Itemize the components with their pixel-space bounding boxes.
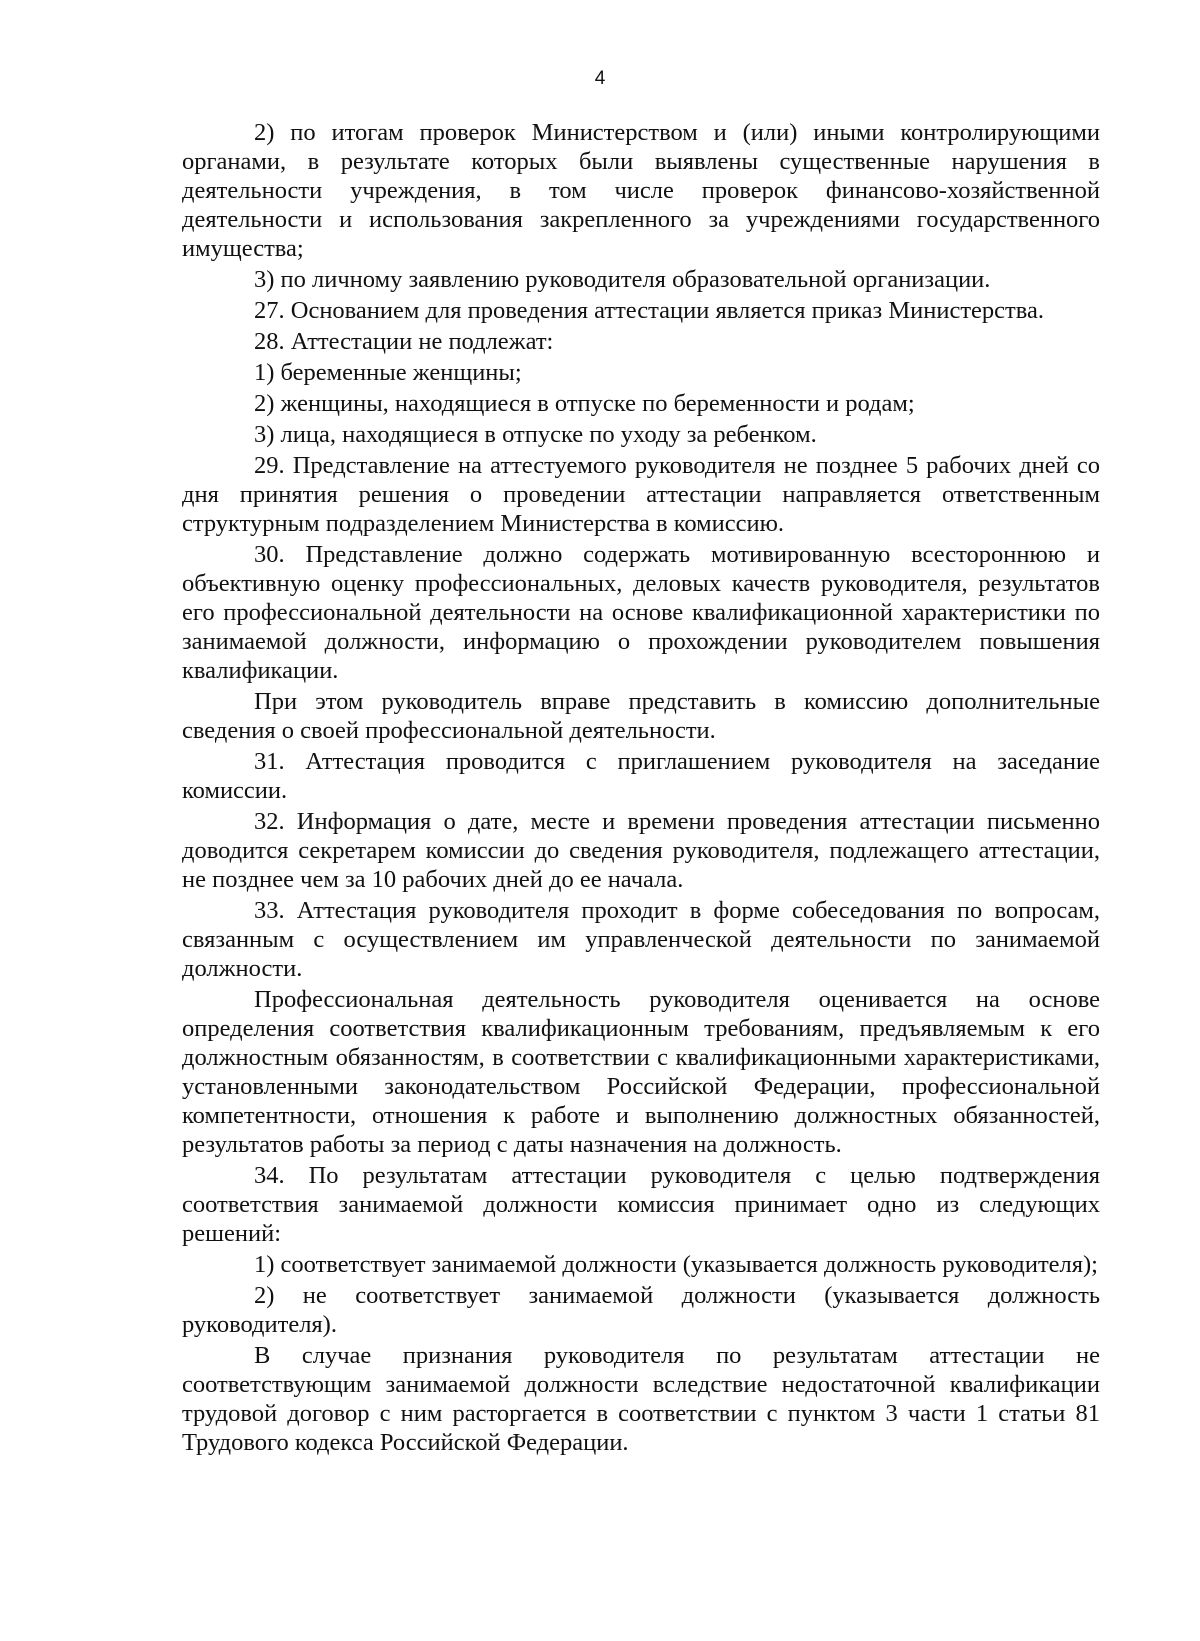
paragraph-27: 27. Основанием для проведения аттестации является приказ Министерства. (254, 297, 1044, 324)
paragraph-item-2: 2) по итогам проверок Министерством и (или) иными контролирующими органами, в результате которых были выявлены существенные нарушения в деятельности учреждения, в том числе проверок финансово-хозяйственной деятельности и использования закрепленного за учреждениями государственного имущества; (182, 119, 1100, 262)
paragraph-34: 34. По результатам аттестации руководителя с целью подтверждения соответствия занимаемой должности комиссия принимает одно из следующих решений: (182, 1162, 1100, 1247)
paragraph-29: 29. Представление на аттестуемого руководителя не позднее 5 рабочих дней со дня принятия решения о проведении аттестации направляется ответственным структурным подразделением Министерства в комиссию. (182, 452, 1100, 537)
paragraph-30-addendum: При этом руководитель вправе представить в комиссию дополнительные сведения о своей профессиональной деятельности. (182, 688, 1100, 744)
paragraph-31: 31. Аттестация проводится с приглашением руководителя на заседание комиссии. (182, 748, 1100, 804)
paragraph-28-item-2: 2) женщины, находящиеся в отпуске по беременности и родам; (254, 390, 915, 417)
paragraph-34-item-2: 2) не соответствует занимаемой должности (указывается должность руководителя). (182, 1282, 1100, 1338)
paragraph-33: 33. Аттестация руководителя проходит в форме собеседования по вопросам, связанным с осуществлением им управленческой деятельности по занимаемой должности. (182, 897, 1100, 982)
paragraph-item-3: 3) по личному заявлению руководителя образовательной организации. (254, 266, 991, 293)
paragraph-32: 32. Информация о дате, месте и времени проведения аттестации письменно доводится секретарем комиссии до сведения руководителя, подлежащего аттестации, не позднее чем за 10 рабочих дней до ее начала. (182, 808, 1100, 893)
paragraph-30: 30. Представление должно содержать мотивированную всестороннюю и объективную оценку профессиональных, деловых качеств руководителя, результатов его профессиональной деятельности на основе квалификационной характеристики по занимаемой должности, информацию о прохождении руководителем повышения квалификации. (182, 541, 1100, 684)
paragraph-28: 28. Аттестации не подлежат: (254, 328, 554, 355)
page-number: 4 (594, 68, 606, 89)
paragraph-33-addendum: Профессиональная деятельность руководителя оценивается на основе определения соответствия квалификационным требованиям, предъявляемым к его должностным обязанностям, в соответствии с квалификационными характеристиками, установленными законодательством Российской Федерации, профессиональной компетентности, отношения к работе и выполнению должностных обязанностей, результатов работы за период с даты назначения на должность. (182, 986, 1100, 1158)
paragraph-28-item-3: 3) лица, находящиеся в отпуске по уходу за ребенком. (254, 421, 817, 448)
paragraph-28-item-1: 1) беременные женщины; (254, 359, 522, 386)
paragraph-34-addendum: В случае признания руководителя по результатам аттестации не соответствующим занимаемой должности вследствие недостаточной квалификации трудовой договор с ним расторгается в соответствии с пунктом 3 части 1 статьи 81 Трудового кодекса Российской Федерации. (182, 1342, 1100, 1456)
document-body (182, 118, 1100, 1457)
paragraph-34-item-1: 1) соответствует занимаемой должности (указывается должность руководителя); (254, 1251, 1098, 1278)
